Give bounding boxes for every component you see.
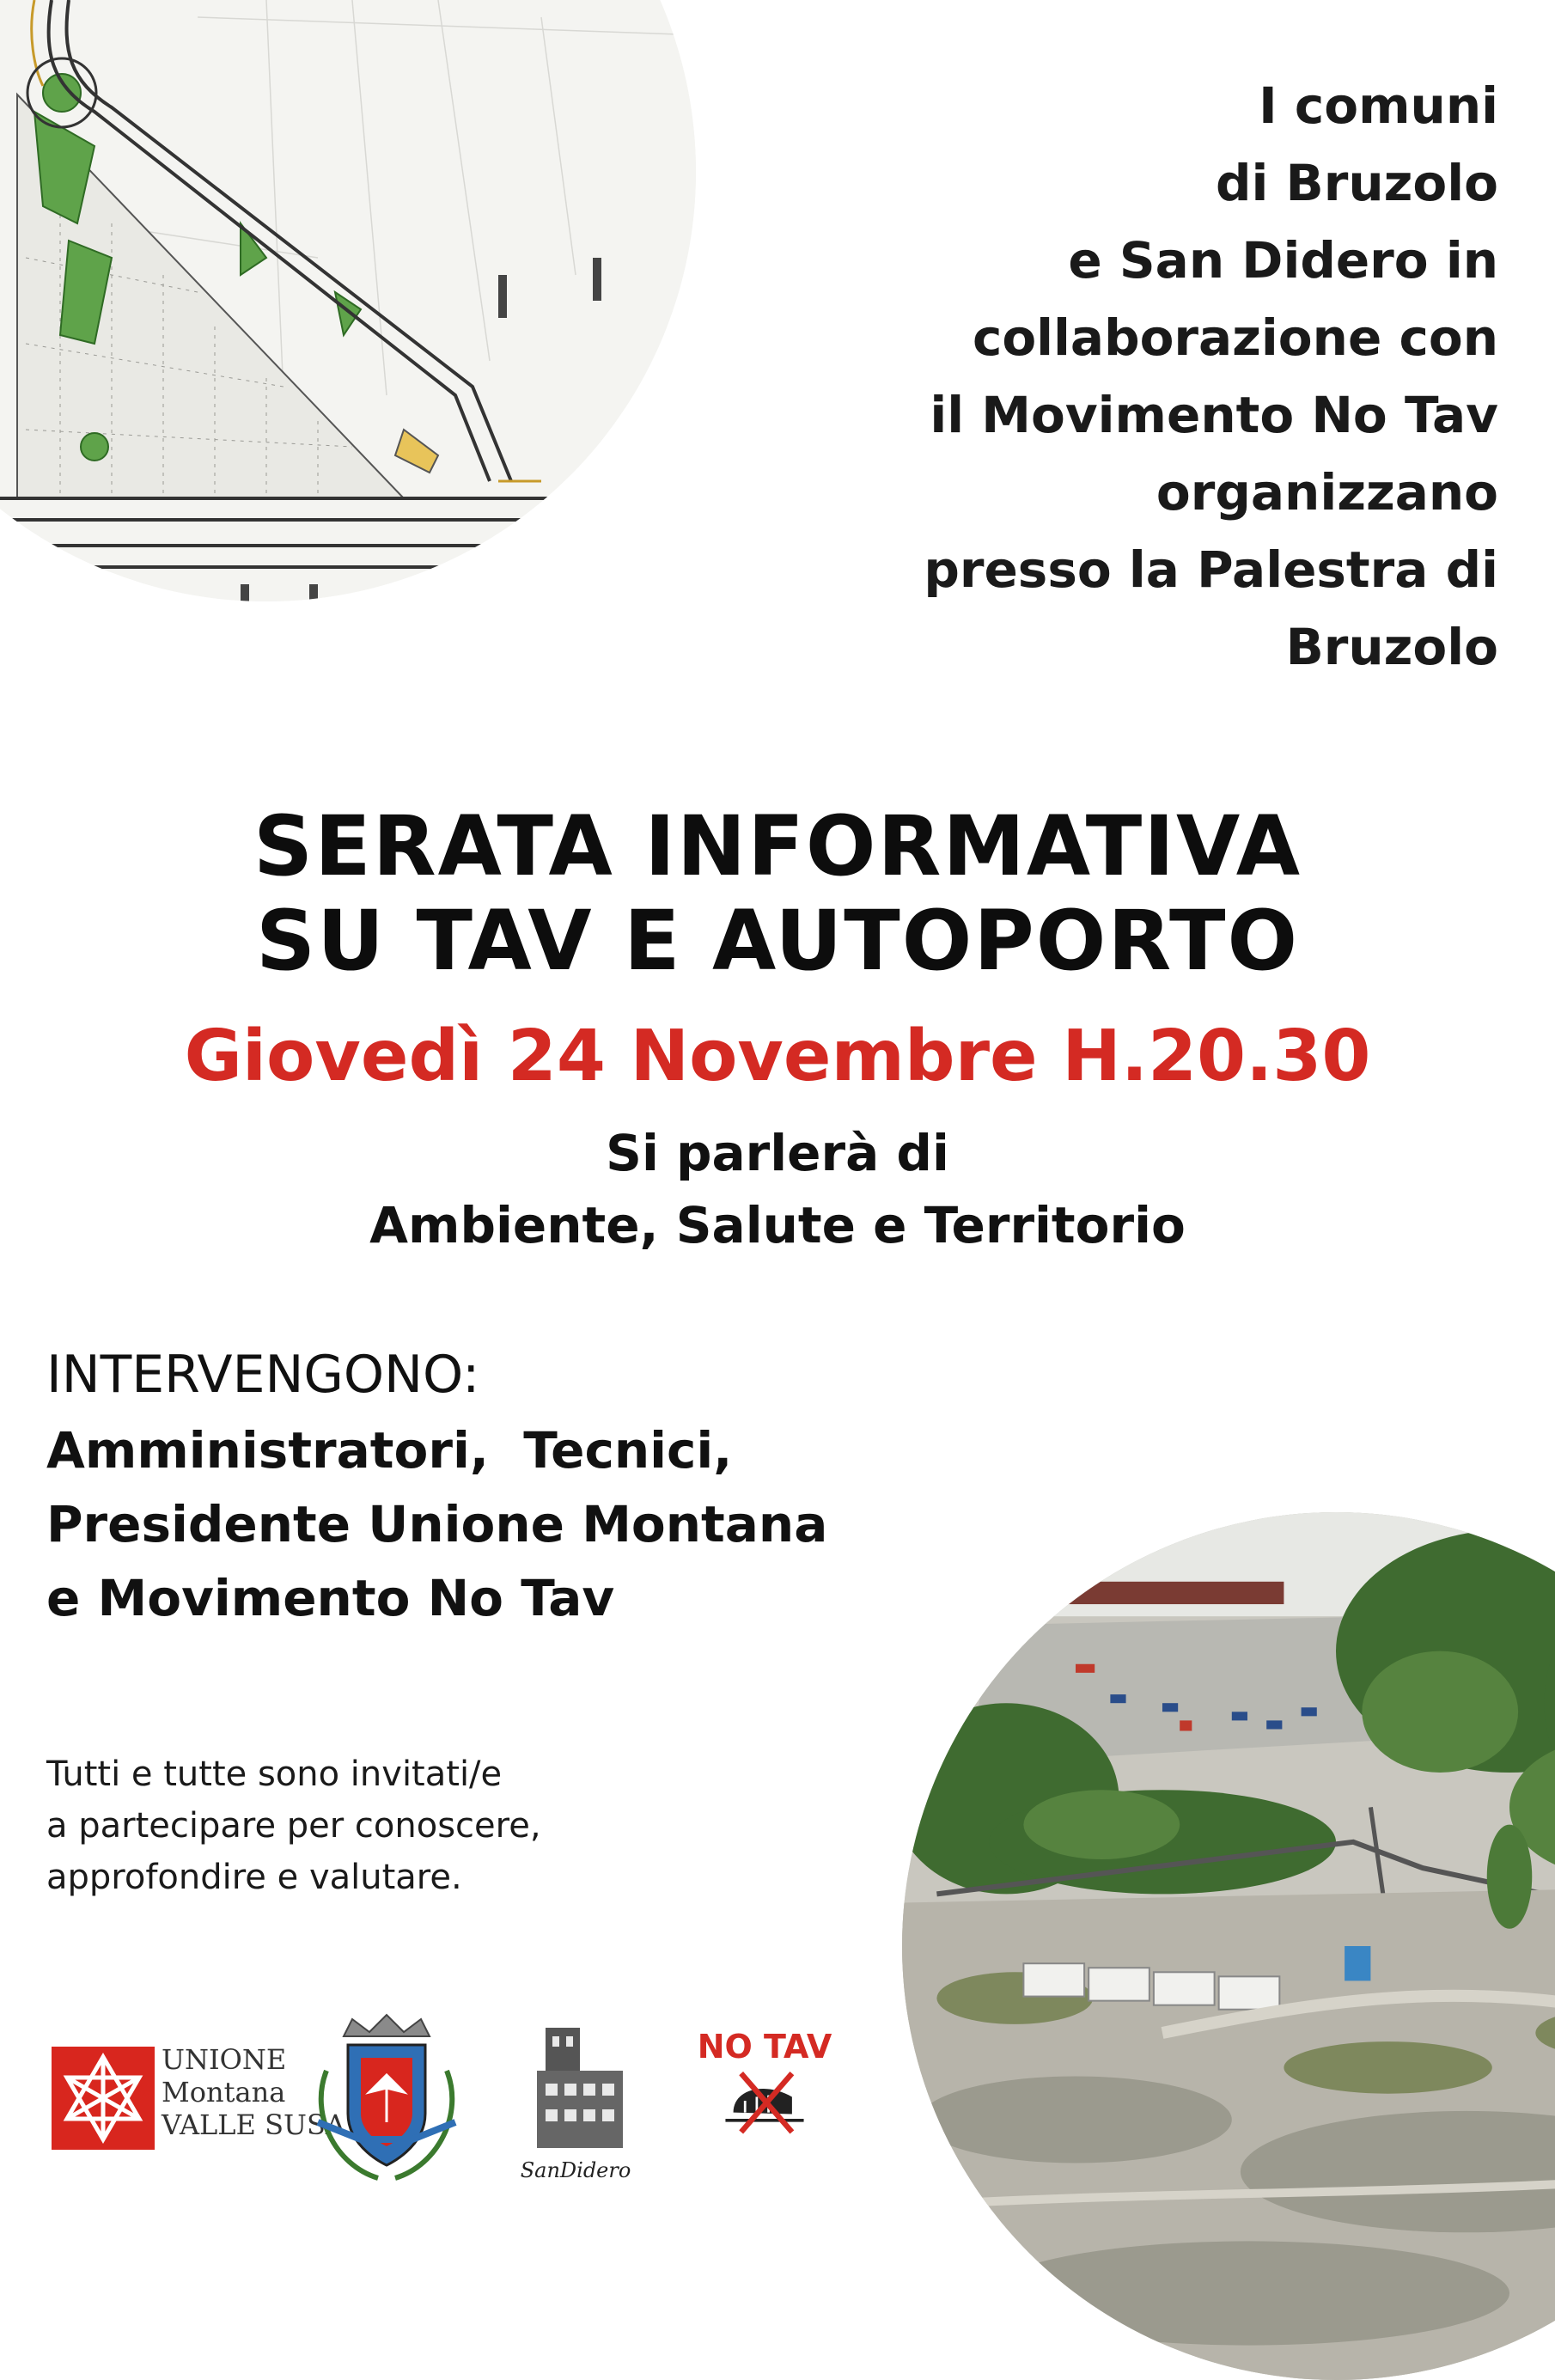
speakers-list	[46, 1413, 827, 1635]
speaker-line: Amministratori, Tecnici,	[46, 1421, 733, 1480]
unione-montana-logo	[52, 2028, 345, 2148]
intro-line: collaborazione con	[972, 308, 1498, 367]
headline-line-2: SU TAV E AUTOPORTO	[255, 893, 1300, 989]
invite-line: Tutti e tutte sono invitati/e	[46, 1754, 503, 1794]
unione-star-icon	[52, 2047, 155, 2150]
event-date: Giovedì 24 Novembre H.20.30	[184, 1016, 1371, 1097]
event-topics	[0, 1117, 1555, 1261]
topics-list: Ambiente, Salute e Territorio	[369, 1196, 1186, 1254]
speaker-line: Presidente Unione Montana	[46, 1495, 828, 1553]
san-didero-logo	[511, 2019, 640, 2182]
crossed-train-icon	[717, 2066, 812, 2136]
unione-line: UNIONE	[162, 2043, 287, 2076]
intro-text	[639, 67, 1498, 686]
event-headline	[0, 799, 1555, 988]
headline-line-1: SERATA INFORMATIVA	[253, 798, 1302, 894]
intro-line: presso la Palestra di	[924, 540, 1498, 599]
unione-line: VALLE SUSA	[162, 2108, 345, 2141]
intro-line: I comuni	[1259, 76, 1498, 135]
intro-line: Bruzolo	[1285, 618, 1498, 676]
san-didero-label: SanDidero	[520, 2158, 631, 2182]
invite-line: approfondire e valutare.	[46, 1858, 462, 1897]
intro-line: di Bruzolo	[1215, 154, 1498, 212]
sponsor-logos	[52, 2011, 876, 2182]
topics-intro: Si parlerà di	[606, 1124, 949, 1182]
intro-line: il Movimento No Tav	[930, 386, 1498, 444]
site-plan-map-image	[0, 0, 696, 601]
intro-line: organizzano	[1156, 463, 1498, 522]
bruzolo-coat-of-arms-icon	[309, 2011, 464, 2182]
aerial-site-photo	[902, 1512, 1555, 2380]
invite-line: a partecipare per conoscere,	[46, 1806, 541, 1846]
speaker-line: e Movimento No Tav	[46, 1569, 615, 1627]
tower-building-icon	[511, 2019, 640, 2157]
invitation-text	[46, 1748, 541, 1903]
speakers-heading: INTERVENGONO:	[46, 1345, 480, 1405]
no-tav-logo	[687, 2028, 842, 2165]
unione-line: Montana	[162, 2076, 286, 2108]
no-tav-label: NO TAV	[697, 2028, 832, 2066]
intro-line: e San Didero in	[1068, 231, 1498, 290]
